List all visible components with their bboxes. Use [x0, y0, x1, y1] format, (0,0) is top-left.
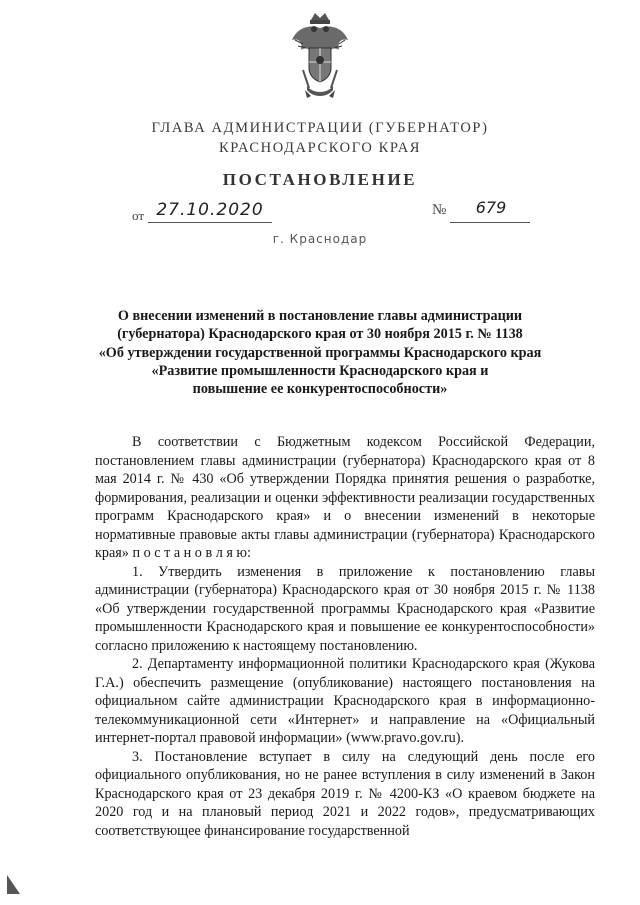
body-paragraph: 2. Департаменту информационной политики Краснодарского края (Жукова Г.А.) обеспечить размещение (опубликование) настоящего постановления на официальном сайте администрации Краснодарского края в информационно-телекоммуникационной сети «Интернет» и направление на «Официальный интернет-портал правовой информации» (www.pravo.gov.ru).: [95, 656, 595, 746]
issuer-line-1: ГЛАВА АДМИНИСТРАЦИИ (ГУБЕРНАТОР): [151, 120, 489, 136]
title-line: О внесении изменений в постановление главы администрации: [117, 308, 523, 324]
body-paragraph: 1. Утвердить изменения в приложение к постановлению главы администрации (губернатора) Краснодарского края от 30 ноября 2015 г. № 1138 «Об утверждении государственной программы Краснодарского края «Развитие промышленности Краснодарского края и повышение ее конкурентоспособности» согласно приложению к настоящему постановлению.: [95, 563, 595, 654]
issuer-line-2: КРАСНОДАРСКОГО КРАЯ: [218, 140, 422, 156]
scan-corner-mark-icon: [6, 874, 22, 896]
number-underline: [450, 222, 530, 223]
body-paragraph: В соответствии с Бюджетным кодексом Российской Федерации, постановлением главы администрации (губернатора) Краснодарского края от 8 мая 2014 г. № 430 «Об утверждении Порядка принятия решения о разработке, формирования, реализации и оценки эффективности реализации государственных программ Краснодарского края» и о внесении изменений в некоторые нормативные правовые акты главы администрации (губернатора) Краснодарского края» п о с т а н о в л я ю:: [95, 434, 595, 561]
coat-of-arms-icon: [289, 10, 351, 100]
document-title: [60, 307, 580, 398]
date-underline: [148, 222, 272, 223]
title-line: «Об утверждении государственной программы Краснодарского края: [98, 344, 542, 361]
number-value: 679: [475, 198, 507, 217]
date-label: от: [132, 208, 145, 223]
date-value: 27.10.2020: [156, 200, 264, 220]
title-line: (губернатора) Краснодарского края от 30 ноября 2015 г. № 1138: [117, 326, 523, 343]
document-body: [95, 433, 595, 840]
number-label: №: [432, 202, 447, 218]
document-type: ПОСТАНОВЛЕНИЕ: [222, 170, 418, 189]
title-line: «Развитие промышленности Краснодарского края и: [151, 362, 489, 379]
title-line: повышение ее конкурентоспособности»: [192, 381, 448, 398]
body-paragraph: 3. Постановление вступает в силу на следующий день после его официального опубликования, но не ранее вступления в силу изменений в Закон Краснодарского края от 23 декабря 2019 г. № 4200-КЗ «О краевом бюджете на 2020 год и на плановый период 2021 и 2022 годов», предусматривающих соответствующее финансирование государственной: [95, 748, 595, 839]
city-line: г. Краснодар: [272, 232, 368, 246]
